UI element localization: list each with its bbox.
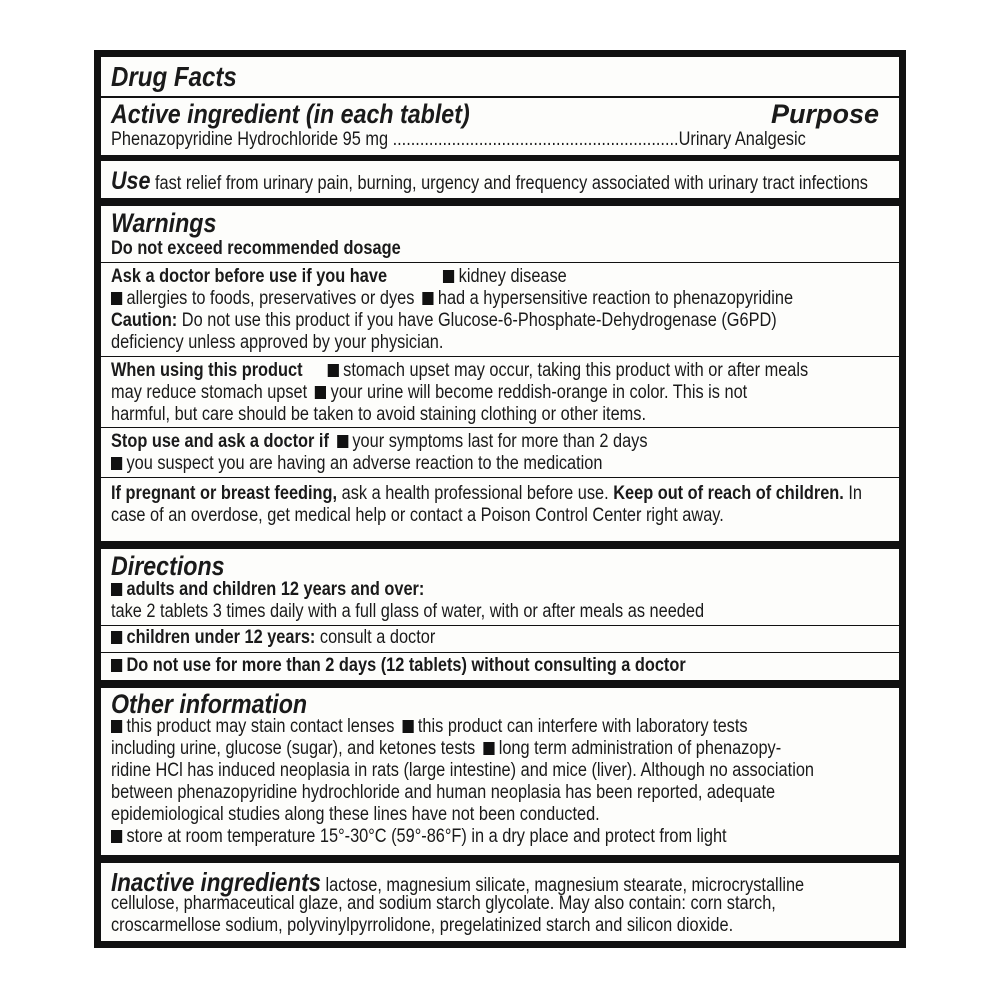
when-using-line-3: harmful, but care should be taken to avoid staining clothing or other items. bbox=[111, 404, 646, 425]
inactive-ingredients-section bbox=[101, 863, 899, 941]
when-using-line-1: stomach upset may occur, taking this product with or after meals bbox=[343, 360, 809, 381]
other-line-5: epidemiological studies along these lines have not been conducted. bbox=[111, 804, 600, 825]
bullet-icon bbox=[337, 435, 348, 448]
bullet-icon bbox=[111, 720, 122, 733]
bullet-icon bbox=[328, 364, 339, 377]
stop-use-label: Stop use and ask a doctor if bbox=[111, 431, 329, 452]
usage-limit: Do not use for more than 2 days (12 tablets) without consulting a doctor bbox=[126, 655, 686, 676]
purpose-heading: Purpose bbox=[770, 99, 879, 129]
bullet-icon bbox=[111, 830, 122, 843]
keep-out-warning: Keep out of reach of children. bbox=[613, 483, 844, 504]
bullet-icon bbox=[111, 659, 122, 672]
drug-facts-title: Drug Facts bbox=[111, 61, 237, 92]
pregnant-text: ask a health professional before use. bbox=[341, 483, 609, 504]
children-text: consult a doctor bbox=[319, 627, 436, 648]
bullet-icon bbox=[402, 720, 413, 733]
bullet-icon bbox=[422, 292, 433, 305]
active-ingredient-heading: Active ingredient (in each tablet) bbox=[111, 99, 470, 129]
storage-instructions: store at room temperature 15°-30°C (59°-86°F) in a dry place and protect from light bbox=[126, 826, 727, 847]
use-section bbox=[101, 161, 899, 198]
stop-item-adverse: you suspect you are having an adverse reaction to the medication bbox=[126, 453, 603, 474]
directions-heading: Directions bbox=[111, 551, 225, 581]
inactive-ingredients-heading: Inactive ingredients bbox=[111, 867, 322, 897]
other-line-1a: this product may stain contact lenses bbox=[126, 716, 395, 737]
when-using-line-2b: your urine will become reddish-orange in color. This is not bbox=[330, 382, 748, 403]
inactive-line-1: lactose, magnesium silicate, magnesium stearate, microcrystalline bbox=[325, 875, 805, 896]
adults-dosage: take 2 tablets 3 times daily with a full glass of water, with or after meals as needed bbox=[111, 601, 705, 622]
caution-line-2: deficiency unless approved by your physician. bbox=[111, 332, 444, 353]
when-using-line-2a: may reduce stomach upset bbox=[111, 382, 308, 403]
ask-item-allergies: allergies to foods, preservatives or dyes bbox=[126, 288, 415, 309]
ask-item-hypersensitive: had a hypersensitive reaction to phenazopyridine bbox=[437, 288, 794, 309]
warnings-heading: Warnings bbox=[111, 208, 217, 238]
other-information-heading: Other information bbox=[111, 689, 308, 719]
in-word: In bbox=[848, 483, 863, 504]
bullet-icon bbox=[111, 292, 122, 305]
other-line-3: ridine HCl has induced neoplasia in rats (large intestine) and mice (liver). Although no association bbox=[111, 760, 814, 781]
purpose-value: Urinary Analgesic bbox=[678, 129, 806, 150]
overdose-text: case of an overdose, get medical help or contact a Poison Control Center right away. bbox=[111, 505, 724, 526]
bullet-icon bbox=[111, 457, 122, 470]
other-line-2b: long term administration of phenazopy- bbox=[498, 738, 782, 759]
caution-line-1: Do not use this product if you have Glucose-6-Phosphate-Dehydrogenase (G6PD) bbox=[181, 310, 777, 331]
when-using-label: When using this product bbox=[111, 360, 303, 381]
bullet-icon bbox=[111, 583, 122, 596]
directions-section bbox=[101, 549, 899, 680]
leader-dots: ............................................................... bbox=[392, 129, 679, 150]
warnings-section bbox=[101, 206, 899, 541]
pregnant-label: If pregnant or breast feeding, bbox=[111, 483, 338, 504]
active-ingredient-name: Phenazopyridine Hydrochloride 95 mg bbox=[111, 129, 389, 150]
dosage-warning: Do not exceed recommended dosage bbox=[111, 238, 401, 259]
use-text: fast relief from urinary pain, burning, urgency and frequency associated with urinary tract infections bbox=[154, 173, 868, 194]
active-ingredient-section bbox=[101, 57, 899, 155]
other-line-1b: this product can interfere with laboratory tests bbox=[417, 716, 748, 737]
other-information-section bbox=[101, 688, 899, 855]
ask-item-kidney: kidney disease bbox=[458, 266, 567, 287]
bullet-icon bbox=[443, 270, 454, 283]
ask-doctor-label: Ask a doctor before use if you have bbox=[111, 266, 388, 287]
bullet-icon bbox=[111, 631, 122, 644]
caution-label: Caution: bbox=[111, 310, 178, 331]
other-line-2a: including urine, glucose (sugar), and ketones tests bbox=[111, 738, 476, 759]
use-heading: Use bbox=[111, 167, 151, 195]
bullet-icon bbox=[315, 386, 326, 399]
inactive-line-3: croscarmellose sodium, polyvinylpyrrolidone, pregelatinized starch and silicon dioxide. bbox=[111, 915, 734, 936]
bullet-icon bbox=[483, 742, 494, 755]
inactive-line-2: cellulose, pharmaceutical glaze, and sodium starch glycolate. May also contain: corn starch, bbox=[111, 893, 776, 914]
drug-facts-panel bbox=[94, 50, 906, 948]
adults-label: adults and children 12 years and over: bbox=[126, 579, 425, 600]
stop-item-symptoms: your symptoms last for more than 2 days bbox=[352, 431, 648, 452]
children-label: children under 12 years: bbox=[126, 627, 316, 648]
other-line-4: between phenazopyridine hydrochloride and human neoplasia has been reported, adequate bbox=[111, 782, 776, 803]
